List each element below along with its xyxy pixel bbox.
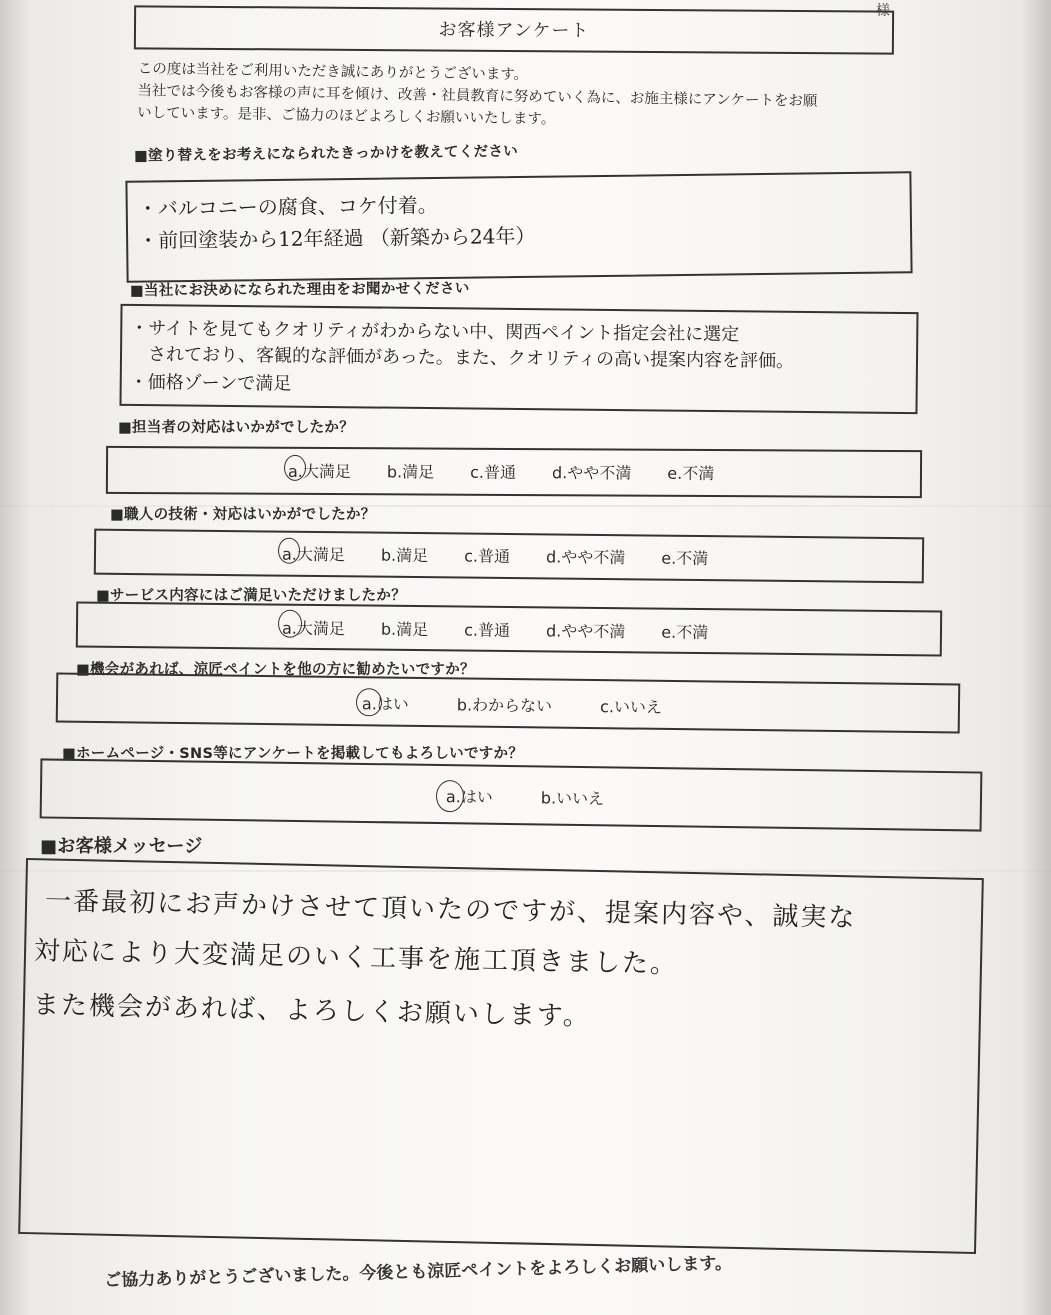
- option-a[interactable]: a.はい: [445, 787, 494, 807]
- answer-box: [94, 529, 924, 584]
- option-b[interactable]: b.満足: [380, 545, 429, 566]
- handwritten-answer: されており、客観的な評価があった。また、クオリティの高い提案内容を評価。: [129, 343, 795, 372]
- option-e[interactable]: e.不満: [661, 622, 709, 643]
- option-b[interactable]: b.満足: [386, 462, 435, 482]
- question-label: ■担当者の対応はいかがでしたか？: [118, 420, 354, 436]
- selection-circle: [278, 610, 302, 638]
- selection-circle: [356, 688, 382, 716]
- option-list: [362, 691, 698, 718]
- answer-box: [119, 304, 918, 414]
- option-d[interactable]: d.やや不満: [551, 463, 632, 483]
- question-label: ■当社にお決めになられた理由をお聞かせください: [129, 280, 470, 300]
- intro-line: 当社では今後もお客様の声に耳を傾け、改善・社員教育に努めていく為に、お施主様にアンケートをお願: [137, 82, 818, 110]
- right-edge-shadow: [1021, 0, 1051, 1315]
- option-a[interactable]: a.大満足: [281, 618, 345, 639]
- handwritten-answer: ・前回塗装から12年経過 （新築から24年）: [137, 223, 536, 253]
- question-label: ■職人の技術・対応はいかがでしたか？: [110, 507, 376, 523]
- option-b[interactable]: b.満足: [380, 619, 429, 640]
- option-c[interactable]: c.普通: [470, 462, 517, 483]
- option-c[interactable]: c.いいえ: [600, 697, 663, 717]
- title-box: [134, 5, 894, 54]
- question-label: ■塗り替えをお考えになられたきっかけを教えてください: [133, 143, 519, 165]
- option-list: [288, 459, 750, 484]
- intro-text: [137, 58, 898, 136]
- answer-box: [125, 171, 912, 283]
- answer-box: [56, 672, 961, 733]
- option-e[interactable]: e.不満: [667, 463, 715, 484]
- option-c[interactable]: c.普通: [464, 620, 511, 641]
- option-b[interactable]: b.わからない: [456, 695, 553, 716]
- option-list: [282, 616, 744, 644]
- option-d[interactable]: d.やや不満: [545, 547, 626, 568]
- handwritten-answer: ・サイトを見てもクオリティがわからない中、関西ペイント指定会社に選定: [130, 317, 740, 346]
- question-label: ■機会があれば、涼匠ペイントを他の方に勧めたいですか？: [76, 662, 475, 678]
- corner-mark: 様: [876, 3, 890, 19]
- question-label: ■お客様メッセージ: [40, 836, 203, 857]
- handwritten-answer: ・バルコニーの腐食、コケ付着。: [137, 192, 438, 221]
- question-label: ■サービス内容にはご満足いただけましたか？: [96, 588, 406, 604]
- option-a[interactable]: a.大満足: [287, 461, 351, 482]
- answer-box: [40, 758, 983, 831]
- question-label: ■ホームページ・SNS等にアンケートを掲載してもよろしいですか？: [62, 746, 524, 762]
- answer-box: [76, 601, 942, 656]
- option-c[interactable]: c.普通: [464, 546, 511, 567]
- intro-line: いしています。是非、ご協力のほどよろしくお願いいたします。: [137, 104, 556, 128]
- selection-circle: [436, 780, 464, 812]
- option-a[interactable]: a.はい: [361, 694, 409, 714]
- selection-circle: [284, 455, 306, 481]
- form-title: お客様アンケート: [438, 19, 590, 42]
- handwritten-answer: ・価格ゾーンで満足: [129, 371, 292, 395]
- footer-thanks: ご協力ありがとうございました。今後とも涼匠ペイントをよろしくお願いします。: [104, 1253, 733, 1291]
- handwritten-message: 一番最初にお声かけさせて頂いたのですが、提案内容や、誠実な: [44, 886, 857, 934]
- intro-line: この度は当社をご利用いただき誠にありがとうございます。: [137, 60, 529, 84]
- message-box: [18, 858, 984, 1254]
- option-e[interactable]: e.不満: [661, 548, 709, 569]
- option-a[interactable]: a.大満足: [281, 544, 346, 565]
- option-list: [446, 784, 640, 810]
- option-list: [282, 542, 744, 570]
- handwritten-message: また機会があれば、よろしくお願いします。: [32, 990, 592, 1032]
- handwritten-message: 対応により大変満足のいく工事を施工頂きました。: [33, 936, 679, 980]
- answer-box: [106, 446, 922, 498]
- option-d[interactable]: d.やや不満: [545, 621, 626, 642]
- option-b[interactable]: b.いいえ: [540, 788, 605, 809]
